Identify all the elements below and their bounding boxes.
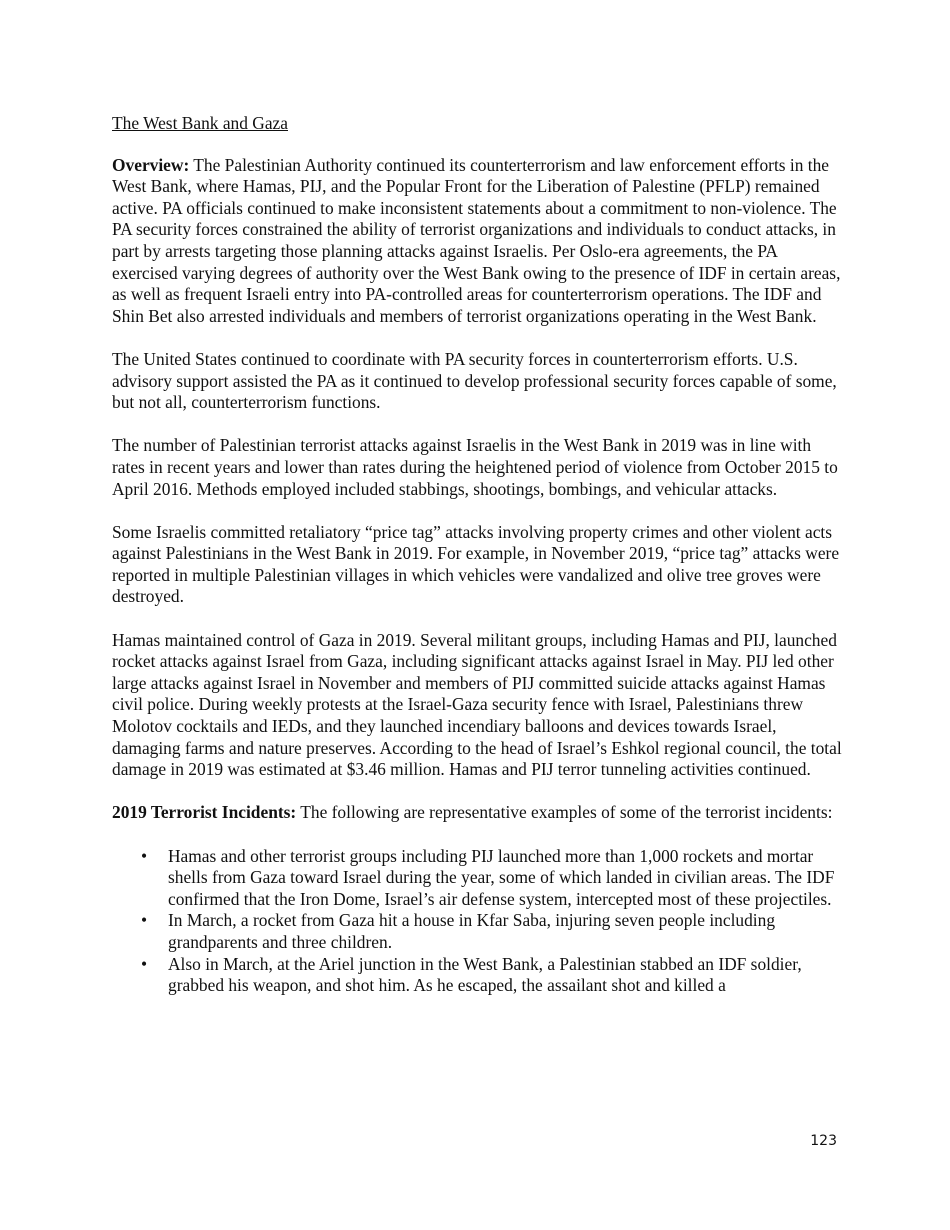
body-paragraph: The number of Palestinian terrorist attacks against Israelis in the West Bank in 2019 was in line with rates in recent years and lower than rates during the heightened period of violence from October 2015 to April 2016. Methods employed included stabbings, shootings, bombings, and vehicular attacks. xyxy=(112,435,838,499)
list-item xyxy=(141,845,842,911)
body-paragraph: Hamas maintained control of Gaza in 2019. Several militant groups, including Hamas and PIJ, launched rocket attacks against Israel from Gaza, including significant attacks against Israel in May. PIJ led other large attacks against Israel in November and members of PIJ committed suicide attacks against Hamas civil police. During weekly protests at the Israel-Gaza security fence with Israel, Palestinians threw Molotov cocktails and IEDs, and they launched incendiary balloons and devices towards Israel, damaging farms and nature preserves. According to the head of Israel’s Eshkol regional council, the total damage in 2019 was estimated at $3.46 million. Hamas and PIJ terror tunneling activities continued. xyxy=(112,629,842,780)
list-item xyxy=(141,953,842,997)
list-item-text: Also in March, at the Ariel junction in the West Bank, a Palestinian stabbed an IDF soldier, grabbed his weapon, and shot him. As he escaped, the assailant shot and killed a xyxy=(168,953,802,996)
overview-paragraph xyxy=(112,155,842,328)
body-paragraph: The United States continued to coordinate with PA security forces in counterterrorism efforts. U.S. advisory support assisted the PA as it continued to develop professional security forces capable of some, but not all, counterterrorism functions. xyxy=(112,348,837,413)
list-item-text: In March, a rocket from Gaza hit a house in Kfar Saba, injuring seven people including grandparents and three children. xyxy=(168,910,776,952)
bullet-icon: • xyxy=(141,910,148,931)
page-content xyxy=(112,113,842,997)
incidents-intro: The following are representative examples of some of the terrorist incidents: xyxy=(296,802,833,823)
list-item xyxy=(141,910,842,953)
section-title: The West Bank and Gaza xyxy=(112,113,288,133)
incidents-paragraph xyxy=(112,802,842,824)
incident-list xyxy=(112,846,842,997)
list-item-text: Hamas and other terrorist groups including PIJ launched more than 1,000 rockets and mortar shells from Gaza toward Israel during the year, some of which landed in civilian areas. The IDF confirmed that the Iron Dome, Israel’s air defense system, intercepted most of these projectiles. xyxy=(168,845,835,909)
body-paragraph: Some Israelis committed retaliatory “price tag” attacks involving property crimes and other violent acts against Palestinians in the West Bank in 2019. For example, in November 2019, “price tag” attacks were reported in multiple Palestinian villages in which vehicles were vandalized and olive tree groves were destroyed. xyxy=(112,521,840,607)
page-number: 123 xyxy=(810,1133,837,1149)
overview-text: The Palestinian Authority continued its counterterrorism and law enforcement efforts in the West Bank, where Hamas, PIJ, and the Popular Front for the Liberation of Palestine (PFLP) remained active. PA officials continued to make inconsistent statements about a commitment to non-violence. The PA security forces constrained the ability of terrorist organizations and individuals to conduct attacks, in part by arrests targeting those planning attacks against Israelis. Per Oslo-era agreements, the PA exercised varying degrees of authority over the West Bank owing to the presence of IDF in certain areas, as well as frequent Israeli entry into PA-controlled areas for counterterrorism operations. The IDF and Shin Bet also arrested individuals and members of terrorist organizations operating in the West Bank. xyxy=(112,154,841,326)
overview-label: Overview: xyxy=(112,154,190,175)
bullet-icon: • xyxy=(141,845,148,866)
incidents-label: 2019 Terrorist Incidents: xyxy=(112,802,297,823)
bullet-icon: • xyxy=(141,953,148,974)
